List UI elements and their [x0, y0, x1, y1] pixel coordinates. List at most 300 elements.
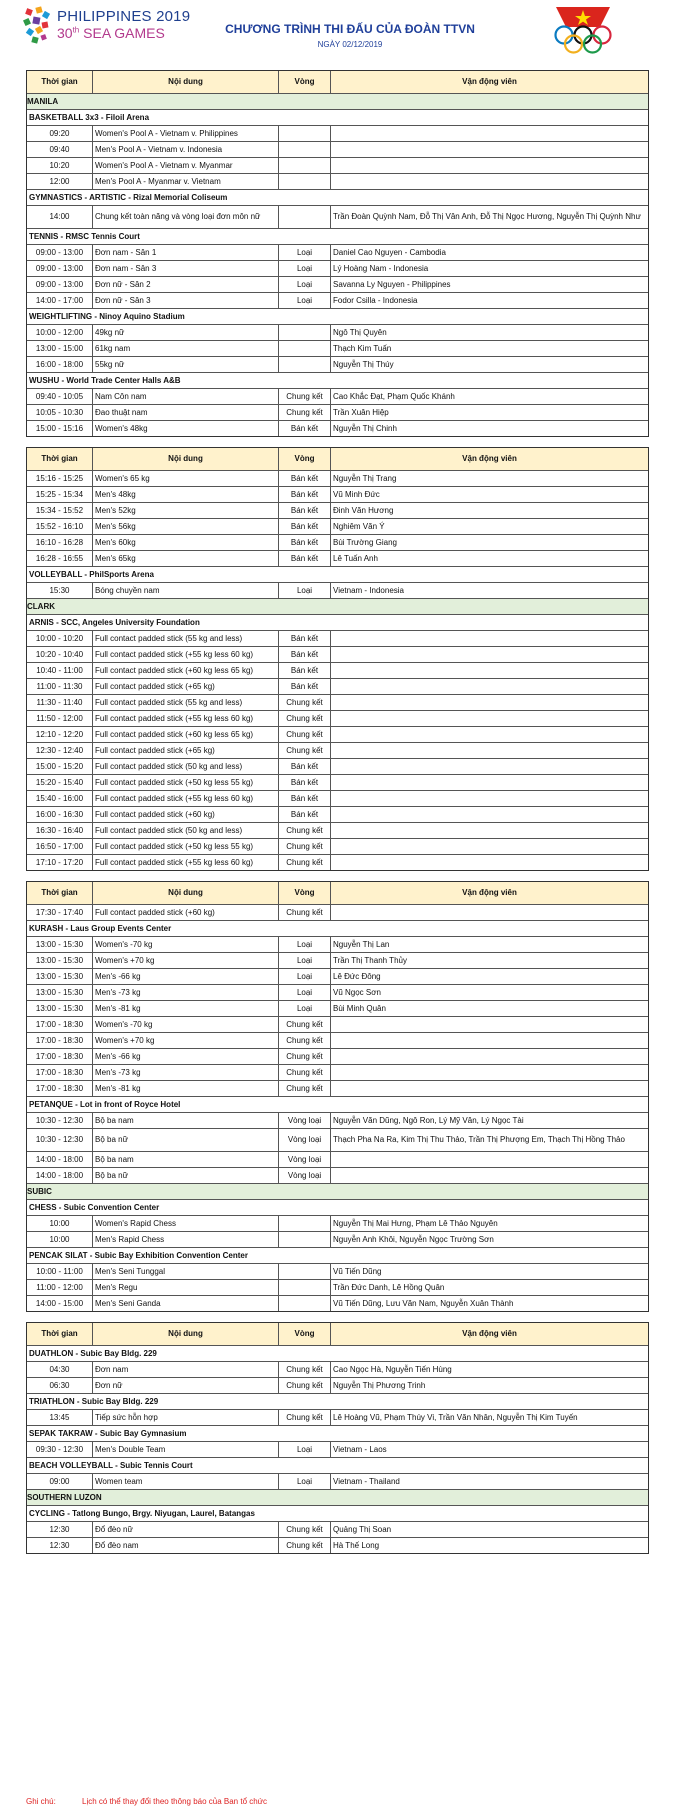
table-row — [27, 838, 648, 854]
round-cell: Loại — [279, 583, 331, 598]
round-cell: Bán kết — [279, 631, 331, 646]
page-date: NGÀY 02/12/2019 — [317, 40, 383, 49]
time-cell: 09:00 - 13:00 — [27, 245, 93, 260]
table-row — [27, 1064, 648, 1080]
time-cell: 09:30 - 12:30 — [27, 1442, 93, 1457]
table-row — [27, 1473, 648, 1489]
time-cell: 14:00 - 18:00 — [27, 1152, 93, 1167]
time-cell: 15:34 - 15:52 — [27, 503, 93, 518]
athletes-cell — [331, 679, 648, 694]
athletes-cell — [331, 759, 648, 774]
time-cell: 14:00 - 18:00 — [27, 1168, 93, 1183]
venue-row — [27, 566, 648, 582]
table-row — [27, 726, 648, 742]
column-header-time: Thời gian — [27, 882, 93, 904]
time-cell: 09:20 — [27, 126, 93, 141]
event-cell: Women's +70 kg — [93, 1033, 279, 1048]
round-cell: Loại — [279, 1474, 331, 1489]
event-cell: Men's 65kg — [93, 551, 279, 566]
table-row — [27, 1128, 648, 1151]
event-cell: Men's Regu — [93, 1280, 279, 1295]
time-cell: 11:00 - 11:30 — [27, 679, 93, 694]
table-header-row — [27, 882, 648, 904]
column-header-round: Vòng — [279, 448, 331, 470]
region-row — [27, 1489, 648, 1505]
round-cell: Bán kết — [279, 519, 331, 534]
table-row — [27, 340, 648, 356]
time-cell: 17:00 - 18:30 — [27, 1065, 93, 1080]
round-cell: Bán kết — [279, 759, 331, 774]
round-cell: Chung kết — [279, 1033, 331, 1048]
athletes-cell: Bùi Trường Giang — [333, 537, 397, 547]
table-row — [27, 1521, 648, 1537]
table-row — [27, 420, 648, 436]
athletes-cell: Fodor Csilla - Indonesia — [333, 295, 418, 305]
table-row — [27, 276, 648, 292]
region-row — [27, 598, 648, 614]
venue-label: BASKETBALL 3x3 - Filoil Arena — [29, 112, 150, 122]
round-cell: Chung kết — [279, 727, 331, 742]
time-cell: 12:30 — [27, 1538, 93, 1553]
athletes-cell: Nguyễn Anh Khôi, Nguyễn Ngọc Trường Sơn — [333, 1234, 494, 1244]
athletes-cell: Nguyễn Thị Phương Trinh — [333, 1380, 426, 1390]
event-cell: Women team — [93, 1474, 279, 1489]
event-cell: Full contact padded stick (+60 kg) — [93, 905, 279, 920]
event-cell: Tiếp sức hỗn hợp — [93, 1410, 279, 1425]
table-row — [27, 1167, 648, 1183]
athletes-cell: Vietnam - Indonesia — [333, 585, 405, 595]
table-row — [27, 356, 648, 372]
column-header-athletes: Vận động viên — [462, 888, 517, 897]
round-cell: Loại — [279, 969, 331, 984]
event-cell: Bộ ba nữ — [93, 1168, 279, 1183]
time-cell: 13:00 - 15:30 — [27, 937, 93, 952]
round-cell: Bán kết — [279, 807, 331, 822]
time-cell: 10:20 - 10:40 — [27, 647, 93, 662]
time-cell: 16:00 - 16:30 — [27, 807, 93, 822]
column-header-time: Thời gian — [27, 71, 93, 93]
venue-label: PENCAK SILAT - Subic Bay Exhibition Convention Center — [29, 1250, 248, 1260]
time-cell: 09:00 - 13:00 — [27, 261, 93, 276]
athletes-cell: Trần Đoàn Quỳnh Nam, Đỗ Thị Vân Anh, Đỗ Thị Ngọc Hương, Nguyễn Thị Quỳnh Như — [333, 212, 641, 221]
round-cell — [279, 1296, 331, 1311]
venue-row — [27, 372, 648, 388]
athletes-cell: Lê Tuấn Anh — [333, 553, 378, 563]
venue-row — [27, 1096, 648, 1112]
event-cell: Women's 65 kg — [93, 471, 279, 486]
round-cell: Loại — [279, 261, 331, 276]
table-row — [27, 470, 648, 486]
venue-row — [27, 308, 648, 324]
venue-label: TRIATHLON - Subic Bay Bldg. 229 — [29, 1396, 159, 1406]
athletes-cell: Thạch Pha Na Ra, Kim Thị Thu Thảo, Trần Thị Phượng Em, Thạch Thị Hồng Thảo — [333, 1135, 625, 1144]
round-cell: Bán kết — [279, 487, 331, 502]
table-row — [27, 1377, 648, 1393]
event-cell: Men's -66 kg — [93, 1049, 279, 1064]
event-cell: Full contact padded stick (+60 kg) — [93, 807, 279, 822]
venue-label: CHESS - Subic Convention Center — [29, 1202, 160, 1212]
column-header-time: Thời gian — [27, 1323, 93, 1345]
time-cell: 10:30 - 12:30 — [27, 1113, 93, 1128]
time-cell: 15:52 - 16:10 — [27, 519, 93, 534]
athletes-cell — [331, 839, 648, 854]
table-row — [27, 388, 648, 404]
round-cell: Bán kết — [279, 535, 331, 550]
table-row — [27, 1048, 648, 1064]
athletes-cell: Nguyễn Văn Dũng, Ngô Ron, Lý Mỹ Vân, Lý Ngọc Tài — [333, 1115, 524, 1125]
round-cell: Chung kết — [279, 1049, 331, 1064]
table-row — [27, 806, 648, 822]
event-cell: Đơn nữ - Sân 2 — [93, 277, 279, 292]
event-cell: Full contact padded stick (+60 kg less 65 kg) — [93, 727, 279, 742]
time-cell: 11:30 - 11:40 — [27, 695, 93, 710]
event-cell: Men's Pool A - Vietnam v. Indonesia — [93, 142, 279, 157]
athletes-cell: Vũ Minh Đức — [333, 489, 380, 499]
event-cell: Women's Pool A - Vietnam v. Philippines — [93, 126, 279, 141]
round-cell — [279, 1280, 331, 1295]
round-cell — [279, 126, 331, 141]
round-cell: Chung kết — [279, 389, 331, 404]
time-cell: 12:30 - 12:40 — [27, 743, 93, 758]
time-cell: 16:50 - 17:00 — [27, 839, 93, 854]
event-cell: Đơn nam - Sân 1 — [93, 245, 279, 260]
event-cell: Men's Seni Tunggal — [93, 1264, 279, 1279]
event-cell: Men's -66 kg — [93, 969, 279, 984]
event-cell: 49kg nữ — [93, 325, 279, 340]
event-cell: Đao thuật nam — [93, 405, 279, 420]
round-cell: Chung kết — [279, 1065, 331, 1080]
time-cell: 10:00 - 11:00 — [27, 1264, 93, 1279]
round-cell — [279, 357, 331, 372]
round-cell — [279, 1264, 331, 1279]
region-row — [27, 93, 648, 109]
time-cell: 16:28 - 16:55 — [27, 551, 93, 566]
time-cell: 13:00 - 15:30 — [27, 1001, 93, 1016]
round-cell: Bán kết — [279, 791, 331, 806]
athletes-cell: Bùi Minh Quân — [333, 1003, 386, 1013]
venue-label: VOLLEYBALL - PhilSports Arena — [29, 569, 154, 579]
table-row — [27, 518, 648, 534]
athletes-cell: Ngô Thị Quyên — [333, 327, 387, 337]
venue-label: WEIGHTLIFTING - Ninoy Aquino Stadium — [29, 311, 185, 321]
sea-games-logo-icon — [22, 6, 52, 50]
time-cell: 17:00 - 18:30 — [27, 1049, 93, 1064]
time-cell: 11:50 - 12:00 — [27, 711, 93, 726]
venue-row — [27, 1199, 648, 1215]
round-cell — [279, 325, 331, 340]
round-cell: Bán kết — [279, 775, 331, 790]
athletes-cell: Savanna Ly Nguyen - Philippines — [333, 279, 451, 289]
table-row — [27, 1000, 648, 1016]
athletes-cell — [331, 743, 648, 758]
column-header-athletes: Vận động viên — [462, 77, 517, 86]
event-cell: Đơn nam — [93, 1362, 279, 1377]
event-cell: Men's -81 kg — [93, 1001, 279, 1016]
event-cell: Full contact padded stick (+55 kg less 60 kg) — [93, 791, 279, 806]
round-cell: Bán kết — [279, 551, 331, 566]
table-header-row — [27, 448, 648, 470]
table-row — [27, 292, 648, 308]
round-cell: Chung kết — [279, 743, 331, 758]
event-cell: Women's Pool A - Vietnam v. Myanmar — [93, 158, 279, 173]
region-label: SOUTHERN LUZON — [27, 1492, 102, 1502]
athletes-cell: Thạch Kim Tuấn — [333, 343, 392, 353]
round-cell — [279, 174, 331, 189]
table-row — [27, 710, 648, 726]
table-row — [27, 758, 648, 774]
column-header-event: Nội dung — [93, 882, 279, 904]
logo-title: PHILIPPINES 2019 — [57, 8, 191, 25]
athletes-cell — [331, 711, 648, 726]
athletes-cell — [331, 158, 648, 173]
time-cell: 10:05 - 10:30 — [27, 405, 93, 420]
athletes-cell — [331, 807, 648, 822]
round-cell: Loại — [279, 1442, 331, 1457]
time-cell: 13:00 - 15:30 — [27, 985, 93, 1000]
table-row — [27, 1016, 648, 1032]
venue-label: WUSHU - World Trade Center Halls A&B — [29, 375, 181, 385]
time-cell: 15:40 - 16:00 — [27, 791, 93, 806]
time-cell: 13:00 - 15:00 — [27, 341, 93, 356]
venue-label: GYMNASTICS - ARTISTIC - Rizal Memorial Coliseum — [29, 192, 228, 202]
schedule-table — [26, 447, 649, 871]
round-cell — [279, 206, 331, 228]
event-cell: 61kg nam — [93, 341, 279, 356]
event-cell: Full contact padded stick (+65 kg) — [93, 679, 279, 694]
venue-row — [27, 1505, 648, 1521]
notes-text: Lịch có thể thay đổi theo thông báo của Ban tổ chức — [82, 1797, 268, 1806]
event-cell: Bóng chuyền nam — [93, 583, 279, 598]
round-cell: Loại — [279, 1001, 331, 1016]
round-cell: Vòng loại — [279, 1152, 331, 1167]
round-cell: Bán kết — [279, 663, 331, 678]
time-cell: 15:00 - 15:16 — [27, 421, 93, 436]
time-cell: 09:40 — [27, 142, 93, 157]
round-cell: Chung kết — [279, 1362, 331, 1377]
athletes-cell: Cao Khắc Đạt, Phạm Quốc Khánh — [333, 391, 455, 401]
athletes-cell: Vietnam - Laos — [333, 1444, 387, 1454]
athletes-cell: Lê Đức Đông — [333, 971, 381, 981]
athletes-cell: Lý Hoàng Nam - Indonesia — [333, 263, 429, 273]
athletes-cell — [331, 905, 648, 920]
table-row — [27, 1361, 648, 1377]
table-row — [27, 678, 648, 694]
event-cell: Full contact padded stick (50 kg and less) — [93, 759, 279, 774]
column-header-time: Thời gian — [27, 448, 93, 470]
event-cell: Full contact padded stick (50 kg and less) — [93, 823, 279, 838]
venue-row — [27, 1345, 648, 1361]
column-header-round: Vòng — [279, 71, 331, 93]
round-cell: Bán kết — [279, 471, 331, 486]
event-cell: Đơn nữ - Sân 3 — [93, 293, 279, 308]
round-cell: Vòng loại — [279, 1129, 331, 1151]
athletes-cell — [331, 791, 648, 806]
event-cell: Full contact padded stick (+50 kg less 55 kg) — [93, 775, 279, 790]
venue-row — [27, 614, 648, 630]
round-cell: Vòng loại — [279, 1113, 331, 1128]
venue-label: SEPAK TAKRAW - Subic Bay Gymnasium — [29, 1428, 187, 1438]
table-row — [27, 502, 648, 518]
round-cell: Chung kết — [279, 1017, 331, 1032]
time-cell: 15:00 - 15:20 — [27, 759, 93, 774]
athletes-cell: Hà Thế Long — [333, 1540, 380, 1550]
round-cell: Loại — [279, 293, 331, 308]
table-row — [27, 1032, 648, 1048]
table-row — [27, 774, 648, 790]
time-cell: 16:00 - 18:00 — [27, 357, 93, 372]
table-row — [27, 968, 648, 984]
column-header-athletes: Vận động viên — [462, 454, 517, 463]
event-cell: Full contact padded stick (+50 kg less 55 kg) — [93, 839, 279, 854]
event-cell: Men's 56kg — [93, 519, 279, 534]
venue-label: PETANQUE - Lot in front of Royce Hotel — [29, 1099, 181, 1109]
event-cell: Women's -70 kg — [93, 1017, 279, 1032]
region-row — [27, 1183, 648, 1199]
event-cell: Full contact padded stick (55 kg and less) — [93, 631, 279, 646]
event-cell: Women's -70 kg — [93, 937, 279, 952]
event-cell: Full contact padded stick (+55 kg less 60 kg) — [93, 711, 279, 726]
event-cell: Men's Double Team — [93, 1442, 279, 1457]
table-row — [27, 205, 648, 228]
table-row — [27, 404, 648, 420]
athletes-cell — [331, 1081, 648, 1096]
event-cell: Full contact padded stick (+55 kg less 60 kg) — [93, 647, 279, 662]
round-cell: Bán kết — [279, 679, 331, 694]
venue-label: DUATHLON - Subic Bay Bldg. 229 — [29, 1348, 157, 1358]
venue-label: ARNIS - SCC, Angeles University Foundation — [29, 617, 200, 627]
column-header-athletes: Vận động viên — [462, 1329, 517, 1338]
athletes-cell — [331, 1168, 648, 1183]
time-cell: 13:45 — [27, 1410, 93, 1425]
time-cell: 09:00 — [27, 1474, 93, 1489]
event-cell: Full contact padded stick (+65 kg) — [93, 743, 279, 758]
event-cell: Women's Rapid Chess — [93, 1216, 279, 1231]
region-label: SUBIC — [27, 1186, 52, 1196]
event-cell: Men's 52kg — [93, 503, 279, 518]
athletes-cell — [331, 142, 648, 157]
round-cell: Chung kết — [279, 905, 331, 920]
time-cell: 10:30 - 12:30 — [27, 1129, 93, 1151]
table-row — [27, 1441, 648, 1457]
table-row — [27, 173, 648, 189]
round-cell — [279, 1216, 331, 1231]
venue-row — [27, 1425, 648, 1441]
athletes-cell: Quảng Thị Soan — [333, 1524, 392, 1534]
event-cell: Bộ ba nam — [93, 1113, 279, 1128]
athletes-cell: Trần Xuân Hiệp — [333, 407, 389, 417]
table-row — [27, 904, 648, 920]
time-cell: 10:40 - 11:00 — [27, 663, 93, 678]
round-cell: Loại — [279, 953, 331, 968]
venue-row — [27, 1247, 648, 1263]
region-label: MANILA — [27, 96, 59, 106]
athletes-cell: Vũ Tiến Dũng — [333, 1266, 382, 1276]
athletes-cell — [331, 1049, 648, 1064]
round-cell: Chung kết — [279, 839, 331, 854]
athletes-cell: Nguyễn Thị Chinh — [333, 423, 397, 433]
time-cell: 15:20 - 15:40 — [27, 775, 93, 790]
table-row — [27, 125, 648, 141]
athletes-cell — [331, 663, 648, 678]
time-cell: 16:10 - 16:28 — [27, 535, 93, 550]
event-cell: Men's 60kg — [93, 535, 279, 550]
table-row — [27, 1151, 648, 1167]
time-cell: 06:30 — [27, 1378, 93, 1393]
table-row — [27, 1112, 648, 1128]
schedule-table — [26, 70, 649, 437]
event-cell: Đơn nữ — [93, 1378, 279, 1393]
round-cell: Chung kết — [279, 1522, 331, 1537]
venue-label: KURASH - Laus Group Events Center — [29, 923, 172, 933]
time-cell: 04:30 — [27, 1362, 93, 1377]
athletes-cell — [331, 631, 648, 646]
athletes-cell — [331, 727, 648, 742]
table-row — [27, 822, 648, 838]
venue-row — [27, 189, 648, 205]
table-row — [27, 936, 648, 952]
time-cell: 15:25 - 15:34 — [27, 487, 93, 502]
table-row — [27, 1080, 648, 1096]
athletes-cell: Lê Hoàng Vũ, Phạm Thúy Vi, Trần Văn Nhân, Nguyễn Thị Kim Tuyến — [333, 1412, 578, 1422]
athletes-cell — [331, 647, 648, 662]
table-row — [27, 984, 648, 1000]
table-row — [27, 662, 648, 678]
athletes-cell: Vũ Ngọc Sơn — [333, 987, 381, 997]
table-row — [27, 952, 648, 968]
athletes-cell — [331, 1152, 648, 1167]
table-row — [27, 244, 648, 260]
event-cell: Bộ ba nam — [93, 1152, 279, 1167]
round-cell: Chung kết — [279, 711, 331, 726]
table-row — [27, 1537, 648, 1553]
round-cell: Chung kết — [279, 1081, 331, 1096]
athletes-cell: Cao Ngọc Hà, Nguyễn Tiến Hùng — [333, 1364, 452, 1374]
athletes-cell: Vietnam - Thailand — [333, 1476, 400, 1486]
venue-label: CYCLING - Tatlong Bungo, Brgy. Niyugan, Laurel, Batangas — [29, 1508, 255, 1518]
round-cell: Chung kết — [279, 405, 331, 420]
event-cell: Men's 48kg — [93, 487, 279, 502]
table-row — [27, 854, 648, 870]
time-cell: 13:00 - 15:30 — [27, 969, 93, 984]
column-header-event: Nội dung — [93, 71, 279, 93]
athletes-cell: Trần Đức Danh, Lê Hồng Quân — [333, 1282, 445, 1292]
venue-row — [27, 1457, 648, 1473]
table-row — [27, 1215, 648, 1231]
round-cell: Chung kết — [279, 695, 331, 710]
round-cell — [279, 158, 331, 173]
table-row — [27, 1295, 648, 1311]
table-header-row — [27, 1323, 648, 1345]
table-row — [27, 260, 648, 276]
event-cell: 55kg nữ — [93, 357, 279, 372]
round-cell: Loại — [279, 985, 331, 1000]
time-cell: 11:00 - 12:00 — [27, 1280, 93, 1295]
olympic-rings-flag-icon — [548, 5, 620, 57]
time-cell: 10:00 — [27, 1216, 93, 1231]
round-cell: Chung kết — [279, 1538, 331, 1553]
time-cell: 17:00 - 18:30 — [27, 1033, 93, 1048]
time-cell: 10:20 — [27, 158, 93, 173]
column-header-event: Nội dung — [93, 448, 279, 470]
time-cell: 17:30 - 17:40 — [27, 905, 93, 920]
table-row — [27, 141, 648, 157]
athletes-cell: Nguyễn Thị Thúy — [333, 359, 394, 369]
schedule-table — [26, 881, 649, 1312]
time-cell: 15:30 — [27, 583, 93, 598]
event-cell: Đổ đèo nữ — [93, 1522, 279, 1537]
table-row — [27, 324, 648, 340]
venue-row — [27, 920, 648, 936]
